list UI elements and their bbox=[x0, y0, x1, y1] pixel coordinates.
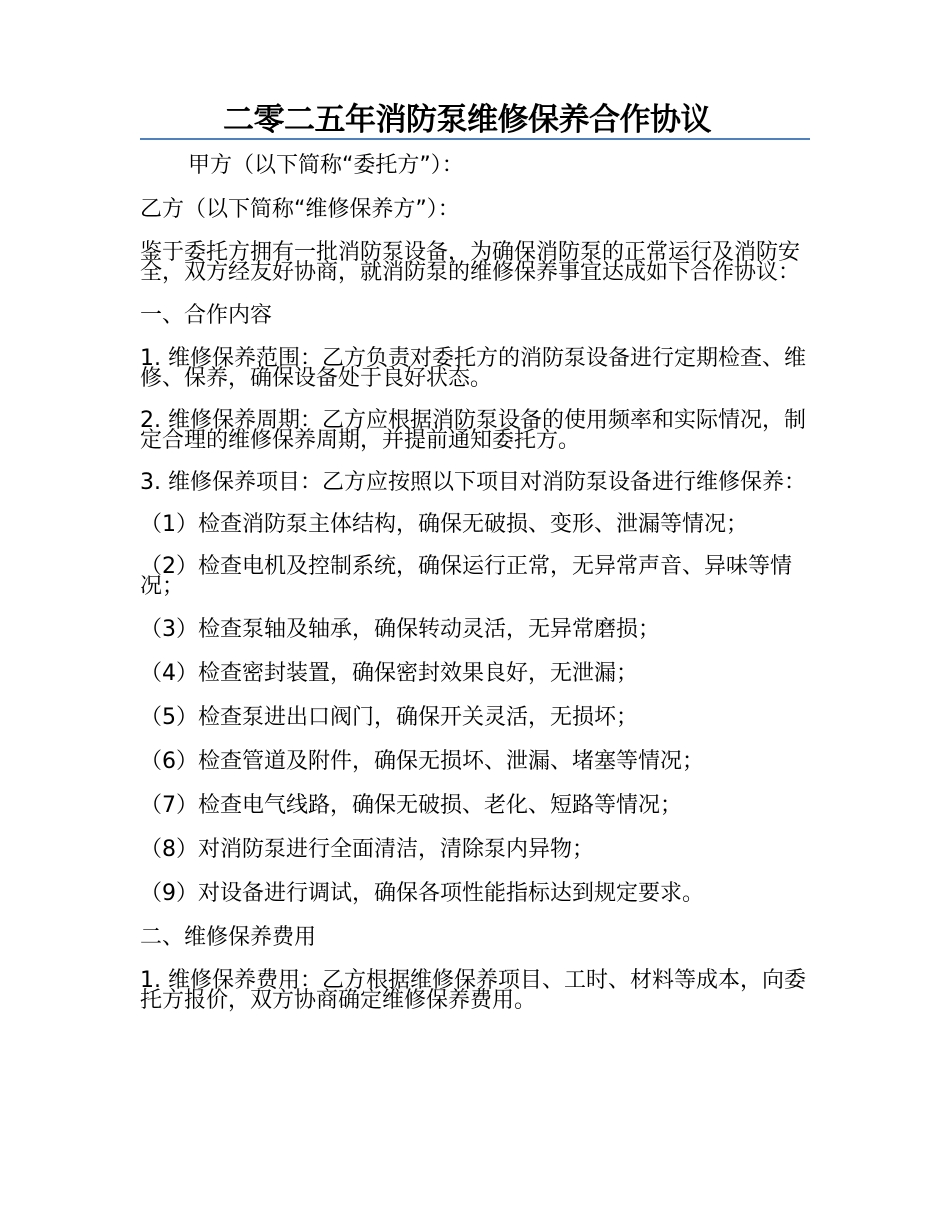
section-heading-fees: 二、维修保养费用 bbox=[140, 925, 317, 950]
party-b-line: 乙方（以下简称“维修保养方”）： bbox=[140, 197, 460, 222]
document-body bbox=[140, 155, 815, 1033]
list-item: （4）检查密封装置，确保密封效果良好，无泄漏； bbox=[140, 661, 638, 686]
list-item: （6）检查管道及附件，确保无损坏、泄漏、堵塞等情况； bbox=[140, 749, 704, 774]
clause-scope: 1. 维修保养范围：乙方负责对委托方的消防泵设备进行定期检查、维修、保养，确保设备处于良好状态。 bbox=[140, 346, 806, 391]
clause-cycle: 2. 维修保养周期：乙方应根据消防泵设备的使用频率和实际情况，制定合理的维修保养周期，并提前通知委托方。 bbox=[140, 408, 806, 453]
list-item: （1）检查消防泵主体结构，确保无破损、变形、泄漏等情况； bbox=[140, 512, 748, 537]
title-underline bbox=[140, 138, 810, 140]
list-item: （9）对设备进行调试，确保各项性能指标达到规定要求。 bbox=[140, 881, 704, 906]
document-title: 二零二五年消防泵维修保养合作协议 bbox=[223, 102, 711, 138]
clause-fees: 1. 维修保养费用：乙方根据维修保养项目、工时、材料等成本，向委托方报价，双方协商确定维修保养费用。 bbox=[140, 968, 806, 1013]
list-item: （7）检查电气线路，确保无破损、老化、短路等情况； bbox=[140, 793, 682, 818]
section-heading-cooperation: 一、合作内容 bbox=[140, 303, 273, 328]
list-item: （5）检查泵进出口阀门，确保开关灵活，无损坏； bbox=[140, 705, 638, 730]
party-a-line: 甲方（以下简称“委托方”）： bbox=[188, 153, 464, 178]
preamble-paragraph: 鉴于委托方拥有一批消防泵设备，为确保消防泵的正常运行及消防安全，双方经友好协商，就消防泵的维修保养事宜达成如下合作协议： bbox=[140, 240, 801, 285]
clause-items: 3. 维修保养项目：乙方应按照以下项目对消防泵设备进行维修保养： bbox=[140, 470, 806, 495]
list-item: （8）对消防泵进行全面清洁，清除泵内异物； bbox=[140, 837, 594, 862]
list-item: （2）检查电机及控制系统，确保运行正常，无异常声音、异味等情况； bbox=[140, 554, 792, 599]
list-item: （3）检查泵轴及轴承，确保转动灵活，无异常磨损； bbox=[140, 617, 660, 642]
